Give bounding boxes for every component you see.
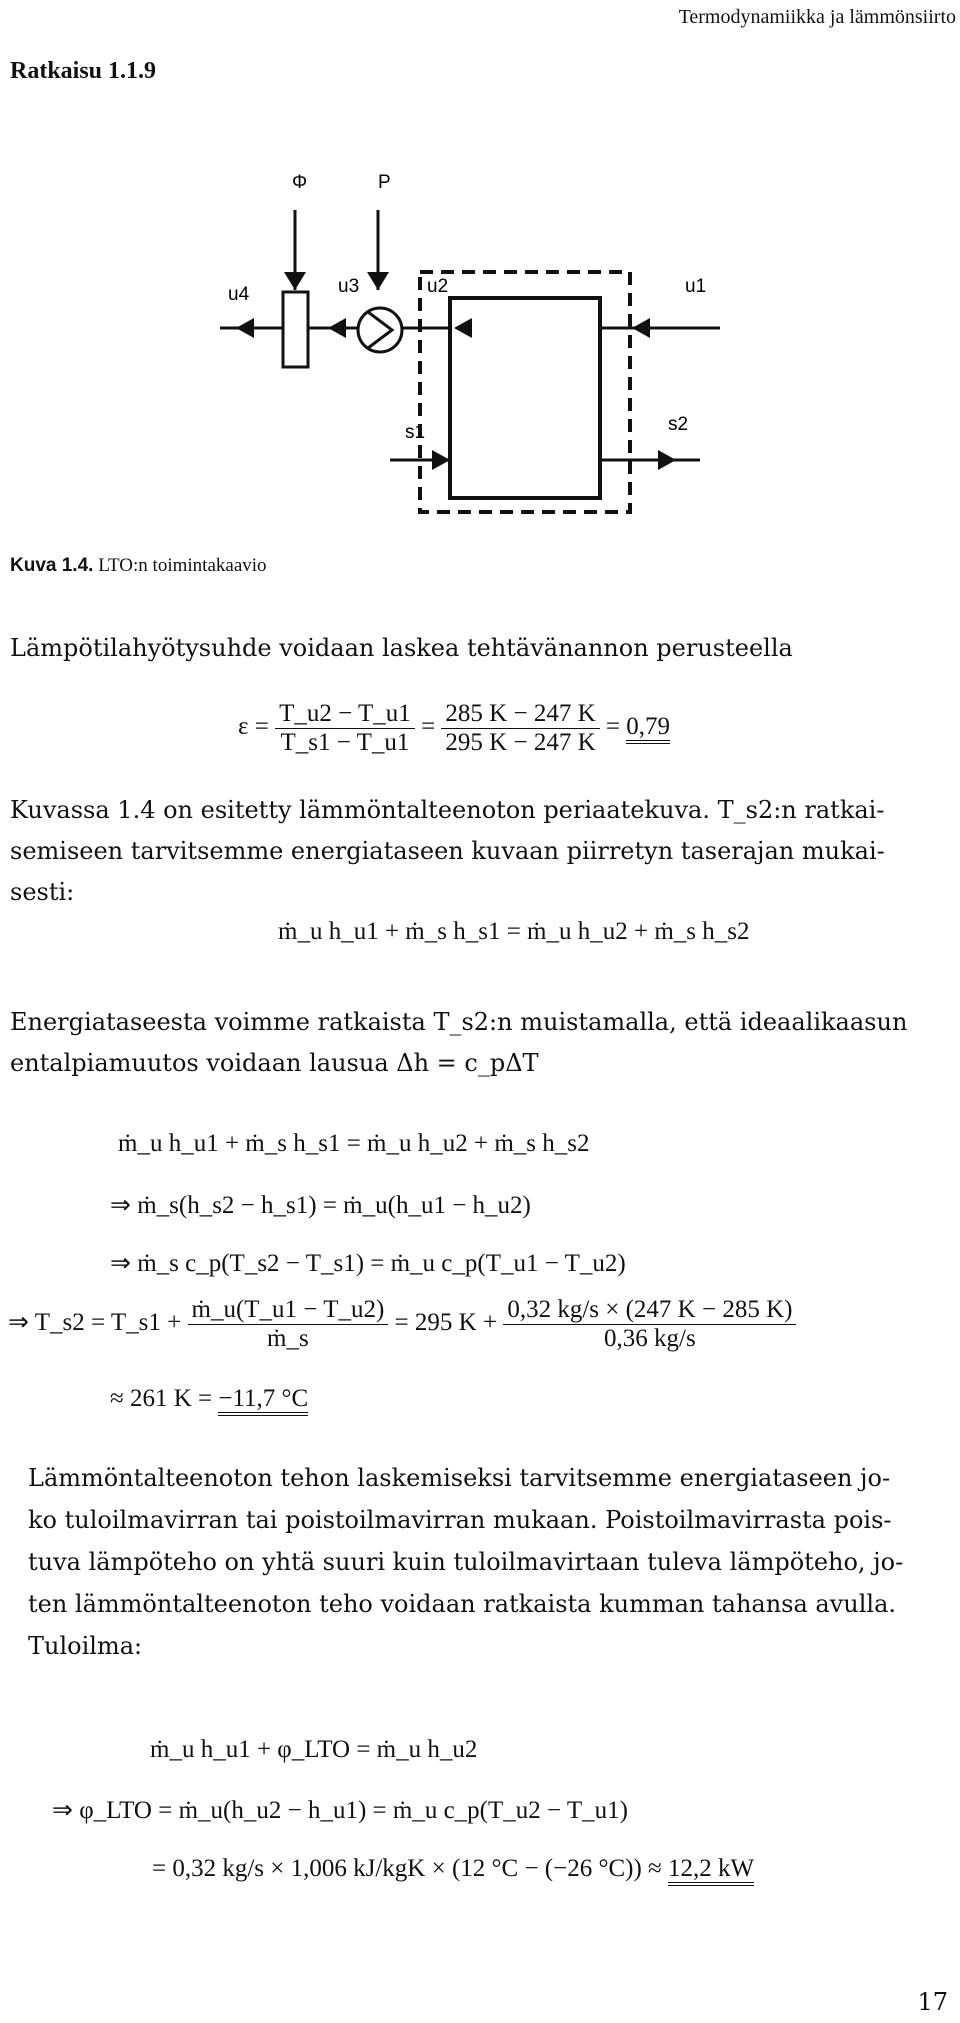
deriv-l4-num2: 0,32 kg/s × (247 K − 285 K) bbox=[503, 1296, 796, 1325]
caption-text: LTO:n toimintakaavio bbox=[98, 555, 267, 576]
deriv-l5-pre: ≈ 261 K = bbox=[110, 1385, 213, 1412]
heat-exchanger-box bbox=[450, 298, 600, 498]
eq-eps-num2: 285 K − 247 K bbox=[441, 700, 599, 729]
u1-label: u1 bbox=[685, 276, 707, 297]
fan-circle bbox=[358, 308, 402, 352]
para4-line-2: ko tuloilmavirran tai poistoilmavirran mukaan. Poistoilmavirrasta pois- bbox=[28, 1506, 892, 1534]
deriv-line-4 bbox=[8, 1296, 796, 1353]
lto-diagram bbox=[228, 160, 730, 520]
u3-label: u3 bbox=[338, 276, 360, 297]
para4-line-1: Lämmöntalteenoton tehon laskemiseksi tarvitsemme energiataseen jo- bbox=[28, 1464, 891, 1492]
figure-caption bbox=[10, 555, 267, 577]
eq-eps-frac2 bbox=[441, 700, 599, 757]
phi-line-3 bbox=[152, 1855, 754, 1883]
deriv-l4-den2: 0,36 kg/s bbox=[604, 1325, 696, 1352]
deriv-l5-result: −11,7 °C bbox=[218, 1385, 308, 1416]
para3-line2: entalpiamuutos voidaan lausua Δh = c_pΔT bbox=[10, 1049, 539, 1077]
eq-eps-lhs: ε = bbox=[238, 713, 269, 741]
eq-eps-result: 0,79 bbox=[626, 713, 670, 744]
phi-line-1: ṁ_u h_u1 + φ_LTO = ṁ_u h_u2 bbox=[150, 1736, 478, 1763]
running-header: Termodynamiikka ja lämmönsiirto bbox=[678, 6, 956, 28]
phi-line-2: ⇒ φ_LTO = ṁ_u(h_u2 − h_u1) = ṁ_u c_p(T_u2 − T_u1) bbox=[52, 1797, 629, 1824]
phi-label: Φ bbox=[292, 172, 308, 193]
deriv-l4-pre: ⇒ T_s2 = T_s1 + bbox=[8, 1309, 182, 1337]
deriv-line-3: ⇒ ṁ_s c_p(T_s2 − T_s1) = ṁ_u c_p(T_u1 − T_u2) bbox=[110, 1250, 626, 1277]
deriv-line-2: ⇒ ṁ_s(h_s2 − h_s1) = ṁ_u(h_u1 − h_u2) bbox=[110, 1192, 531, 1219]
eq-eps-frac1 bbox=[275, 700, 415, 757]
para4-line-3: tuva lämpöteho on yhtä suuri kuin tuloilmavirtaan tuleva lämpöteho, jo- bbox=[28, 1548, 904, 1576]
heater-box bbox=[283, 292, 308, 367]
u4-label: u4 bbox=[228, 284, 250, 305]
u2-label: u2 bbox=[427, 276, 449, 297]
eq-eps-den1: T_s1 − T_u1 bbox=[280, 729, 410, 756]
deriv-l4-mid: = 295 K + bbox=[394, 1309, 498, 1337]
para4-line-5: Tuloilma: bbox=[28, 1632, 143, 1660]
eq-eps-num1: T_u2 − T_u1 bbox=[275, 700, 415, 729]
eq-eps-den2: 295 K − 247 K bbox=[445, 729, 596, 756]
s1-label: s1 bbox=[405, 422, 426, 443]
para2-line1: Kuvassa 1.4 on esitetty lämmöntalteenoton periaatekuva. T_s2:n ratkai- bbox=[10, 796, 885, 824]
caption-label: Kuva 1.4. bbox=[10, 555, 94, 576]
deriv-l4-num1: ṁ_u(T_u1 − T_u2) bbox=[188, 1296, 389, 1325]
section-title: Ratkaisu 1.1.9 bbox=[10, 58, 157, 84]
para-efficiency-intro: Lämpötilahyötysuhde voidaan laskea tehtävänannon perusteella bbox=[10, 634, 793, 662]
phi-l3-pre: = 0,32 kg/s × 1,006 kJ/kgK × (12 °C − (−26 °C)) ≈ bbox=[152, 1855, 662, 1882]
deriv-l4-frac1 bbox=[188, 1296, 389, 1353]
deriv-line-1: ṁ_u h_u1 + ṁ_s h_s1 = ṁ_u h_u2 + ṁ_s h_s2 bbox=[118, 1130, 590, 1157]
equation-energy-balance: ṁ_u h_u1 + ṁ_s h_s1 = ṁ_u h_u2 + ṁ_s h_s2 bbox=[278, 918, 750, 945]
eq-eps-eq: = bbox=[421, 713, 436, 741]
para3-line1: Energiataseesta voimme ratkaista T_s2:n muistamalla, että ideaalikaasun bbox=[10, 1008, 908, 1036]
deriv-line-5 bbox=[110, 1385, 308, 1413]
deriv-l4-frac2 bbox=[503, 1296, 796, 1353]
para2-line2: semiseen tarvitsemme energiataseen kuvaan piirretyn taserajan mukai- bbox=[10, 837, 885, 865]
para2-line3: sesti: bbox=[10, 878, 75, 906]
equation-efficiency: ε = $\frac{T\_u2 - T\_u1}{T\_s1 - T\_u1}$ = $\frac{285 K - 247 K}{295 K - 247 K}$ = 0,79 bbox=[238, 700, 670, 756]
para-lto-description bbox=[10, 790, 950, 913]
s2-label: s2 bbox=[668, 414, 689, 435]
para-enthalpy bbox=[10, 1002, 950, 1084]
phi-l3-result: 12,2 kW bbox=[668, 1855, 754, 1886]
para4-line-4: ten lämmöntalteenoton teho voidaan ratkaista kumman tahansa avulla. bbox=[28, 1590, 897, 1618]
deriv-l4-den1: ṁ_s bbox=[267, 1325, 309, 1352]
page-number: 17 bbox=[917, 1988, 948, 2016]
para-power bbox=[28, 1457, 948, 1667]
p-label: P bbox=[378, 172, 391, 193]
